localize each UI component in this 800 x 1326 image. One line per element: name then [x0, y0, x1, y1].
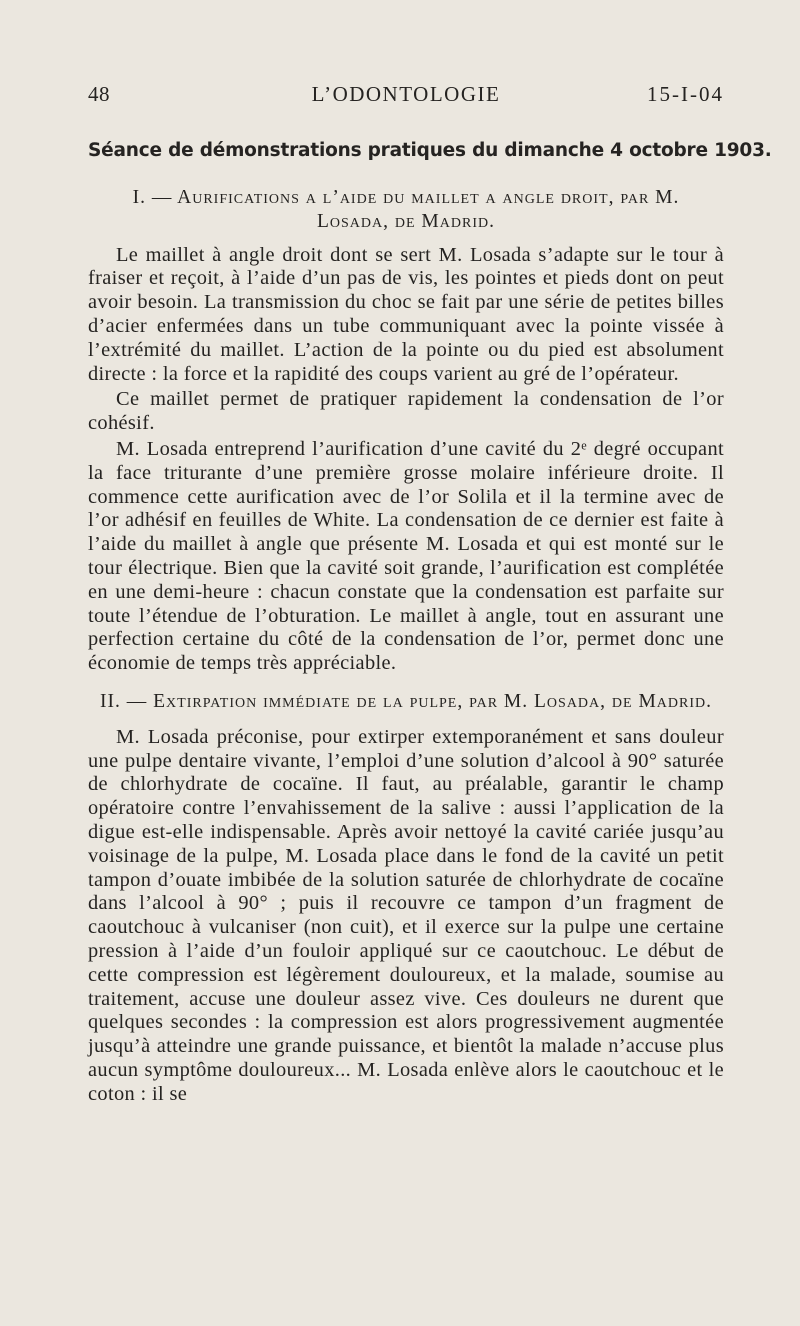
paragraph: Ce maillet permet de pratiquer rapidement la condensation de l’or cohésif. — [88, 388, 724, 435]
session-title: Séance de démonstrations pratiques du dimanche 4 octobre 1903. — [88, 140, 772, 161]
journal-title: L’ODONTOLOGIE — [311, 82, 501, 106]
issue-date: 15-I-04 — [647, 82, 724, 106]
section-heading: I. — Aurifications a l’aide du maillet a angle droit, par M. Losada, de Madrid. — [132, 187, 680, 232]
paragraph: Le maillet à angle droit dont se sert M. Losada s’adapte sur le tour à fraiser et reçoit, à l’aide d’un pas de vis, les pointes et pieds dont on peut avoir besoin. La transmission du choc se fait par une série de petites billes d’acier enfermées dans un tube communiquant avec la pointe vissée à l’extrémité du maillet. L’action de la pointe ou du pied est absolument directe : la force et la rapidité des coups varient au gré de l’opérateur. — [88, 243, 724, 385]
paragraph: M. Losada préconise, pour extirper extemporanément et sans douleur une pulpe dentaire vivante, l’emploi d’une solution d’alcool à 90° saturée de chlorhydrate de cocaïne. Il faut, au préalable, garantir le champ opératoire contre l’envahissement de la salive : aussi l’application de la digue est-elle indispensable. Après avoir nettoyé la cavité cariée jusqu’au voisinage de la pulpe, M. Losada place dans le fond de la cavité un petit tampon d’ouate imbibée de la solution saturée de chlorhydrate de cocaïne dans l’alcool à 90° ; puis il recouvre ce tampon d’un fragment de caoutchouc à vulcaniser (non cuit), et il exerce sur la pulpe une certaine pression à l’aide d’un fouloir appliqué sur ce caoutchouc. Le début de cette compression est légèrement douloureux, et la malade, soumise au traitement, accuse une douleur assez vive. Ces douleurs ne durent que quelques secondes : la compression est alors progressivement augmentée jusqu’à atteindre une grande puissance, et bientôt la malade n’accuse plus aucun symptôme douloureux... M. Losada enlève alors le caoutchouc et le coton : il se — [88, 725, 724, 1105]
page-number: 48 — [88, 82, 110, 106]
running-header — [88, 82, 724, 108]
paragraph: M. Losada entreprend l’aurification d’une cavité du 2ᵉ degré occupant la face triturante d’une première grosse molaire inférieure droite. Il commence cette aurification avec de l’or Solila et il la termine avec de l’or adhésif en feuilles de White. La condensation de ce dernier est faite à l’aide du maillet à angle que présente M. Losada et qui est monté sur le tour électrique. Bien que la cavité soit grande, l’aurification est complétée en une demi-heure : chacun constate que la condensation est parfaite sur toute l’étendue de l’obturation. Le maillet à angle, tout en assurant une perfection certaine du côté de la condensation de l’or, permet donc une économie de temps très appréciable. — [88, 437, 724, 675]
section-heading: II. — Extirpation immédiate de la pulpe, par M. Losada, de Madrid. — [100, 690, 712, 712]
article-body — [88, 186, 724, 1108]
